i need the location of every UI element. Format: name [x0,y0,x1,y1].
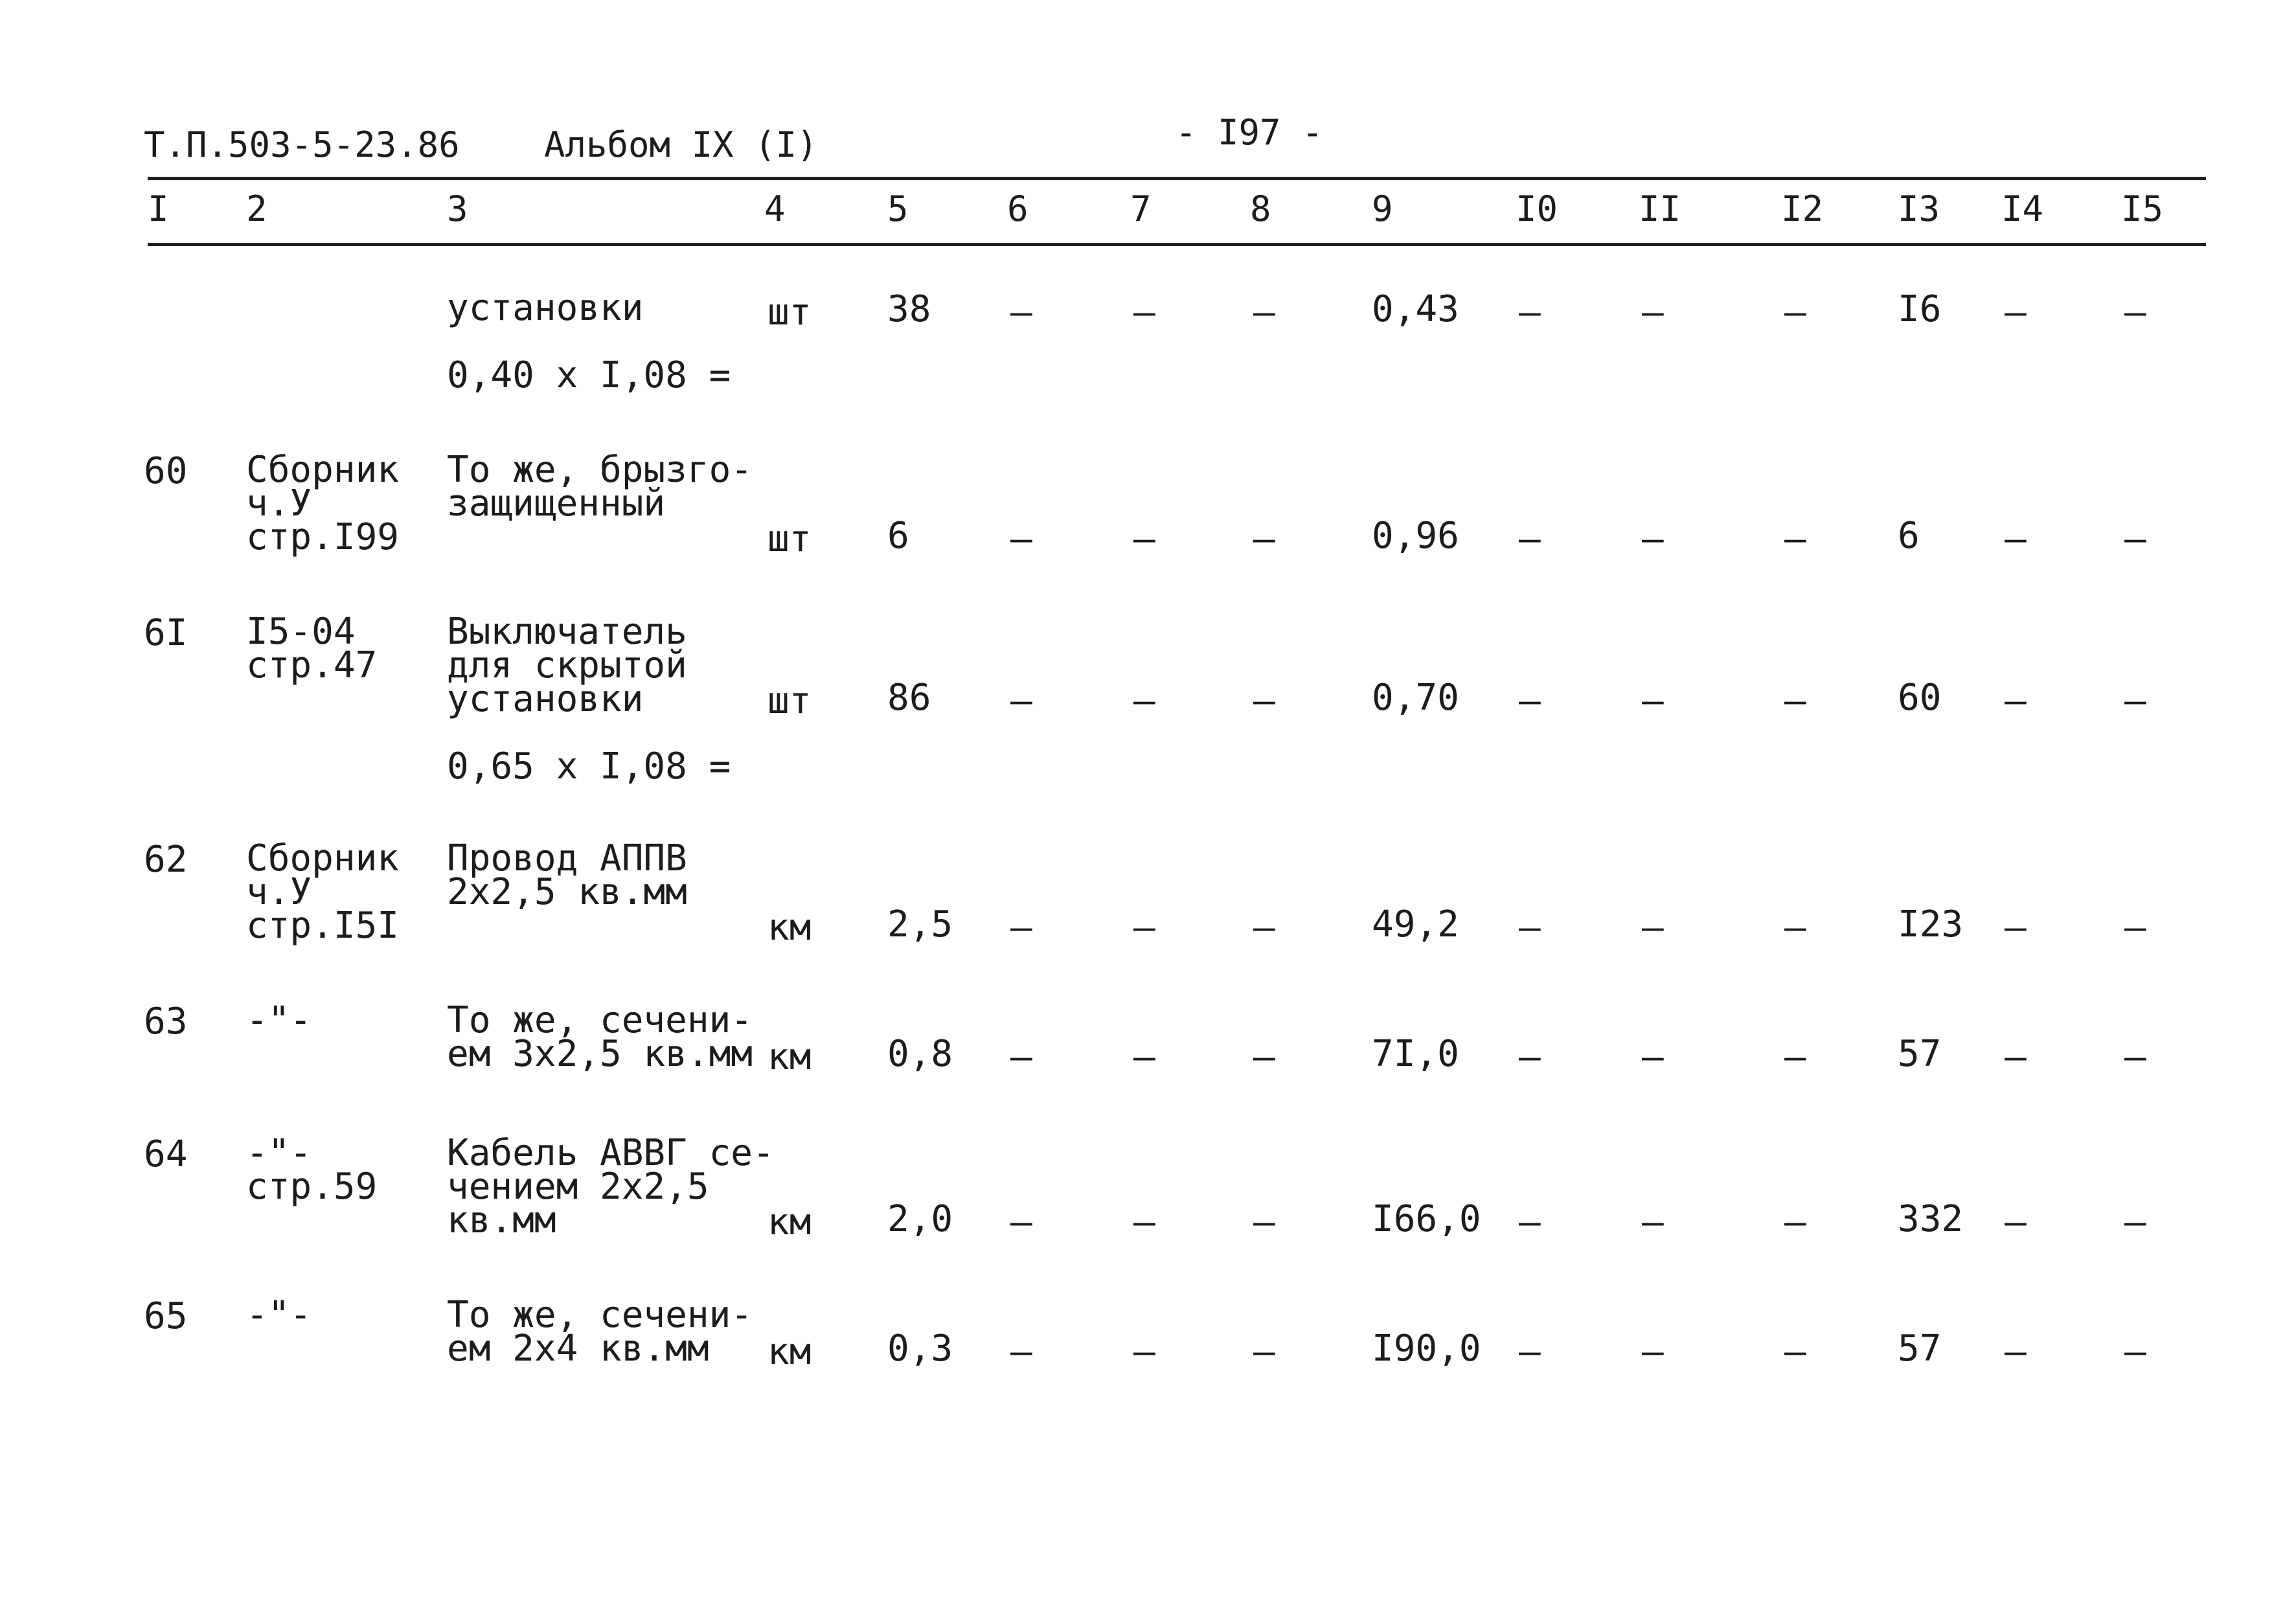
cell-col15: – [2124,1036,2146,1078]
col-header-5: 5 [887,188,909,229]
cell-row-number: 65 [144,1295,188,1337]
col-header-3: 3 [447,188,468,229]
cell-quantity: 2,0 [887,1198,953,1240]
cell-description: То же, сечени- ем 3х2,5 кв.мм [447,999,753,1075]
cell-quantity: 0,8 [887,1033,953,1075]
album-label: Альбом IX (I) [544,124,818,165]
header-rule-top [148,177,2206,180]
document-code: Т.П.503-5-23.86 [144,124,460,165]
cell-quantity: 0,3 [887,1328,953,1370]
cell-description: Провод АППВ 2х2,5 кв.мм [447,837,687,913]
cell-col15: – [2124,291,2146,334]
cell-col7: – [1133,907,1155,949]
page-number: - I97 - [1176,112,1323,153]
cell-unit: шт [767,518,812,560]
cell-col6: – [1010,1331,1032,1373]
cell-col15: – [2124,518,2146,560]
cell-col14: – [2005,291,2027,334]
cell-col7: – [1133,518,1155,560]
cell-col7: – [1133,1036,1155,1078]
cell-col14: – [2005,680,2027,722]
header-rule-bottom [148,243,2206,246]
cell-col12: – [1784,1331,1806,1373]
cell-row-number: 62 [144,839,188,881]
cell-col9: 49,2 [1372,903,1459,945]
cell-quantity: 6 [887,515,909,557]
cell-col11: – [1642,1201,1664,1243]
cell-col9: 7I,0 [1372,1033,1459,1075]
cell-col6: – [1010,907,1032,949]
cell-col6: – [1010,1201,1032,1243]
cell-unit: км [767,1201,812,1243]
cell-col10: – [1519,1036,1541,1078]
col-header-9: 9 [1372,188,1393,229]
cell-col11: – [1642,518,1664,560]
cell-col9: 0,43 [1372,288,1459,330]
cell-col9: 0,70 [1372,677,1459,719]
cell-col15: – [2124,680,2146,722]
col-header-12: I2 [1781,188,1824,229]
col-header-15: I5 [2121,188,2164,229]
cell-col10: – [1519,291,1541,334]
cell-col13: 57 [1898,1328,1942,1370]
cell-unit: км [767,1331,812,1373]
cell-col11: – [1642,291,1664,334]
cell-reference: Сборник ч.У стр.I5I [246,837,400,947]
cell-col12: – [1784,907,1806,949]
col-header-1: I [148,188,169,229]
cell-col14: – [2005,1331,2027,1373]
col-header-14: I4 [2001,188,2044,229]
cell-reference: -"- стр.59 [246,1132,378,1208]
cell-unit: шт [767,291,812,334]
cell-col8: – [1253,291,1275,334]
col-header-4: 4 [764,188,786,229]
col-header-7: 7 [1130,188,1152,229]
cell-col12: – [1784,518,1806,560]
cell-col10: – [1519,518,1541,560]
cell-col7: – [1133,1201,1155,1243]
cell-col10: – [1519,1201,1541,1243]
cell-col8: – [1253,680,1275,722]
cell-col9: I90,0 [1372,1328,1481,1370]
cell-row-number: 6I [144,612,188,654]
cell-col10: – [1519,907,1541,949]
cell-col13: 60 [1898,677,1942,719]
cell-row-number: 60 [144,450,188,492]
cell-description: То же, сечени- ем 2х4 кв.мм [447,1294,753,1370]
cell-col13: 6 [1898,515,1920,557]
cell-reference: I5-04 стр.47 [246,611,378,686]
cell-col11: – [1642,1331,1664,1373]
cell-col10: – [1519,1331,1541,1373]
cell-col8: – [1253,518,1275,560]
cell-col12: – [1784,1201,1806,1243]
cell-col14: – [2005,518,2027,560]
cell-col6: – [1010,518,1032,560]
cell-row-number: 64 [144,1133,188,1175]
cell-reference: Сборник ч.У стр.I99 [246,449,400,558]
cell-col11: – [1642,680,1664,722]
cell-col15: – [2124,1201,2146,1243]
cell-col7: – [1133,1331,1155,1373]
cell-unit: км [767,1036,812,1078]
cell-quantity: 86 [887,677,931,719]
cell-col8: – [1253,907,1275,949]
cell-col9: I66,0 [1372,1198,1481,1240]
cell-unit: шт [767,680,812,722]
cell-col6: – [1010,680,1032,722]
cell-col9: 0,96 [1372,515,1459,557]
cell-col12: – [1784,291,1806,334]
cell-quantity: 2,5 [887,903,953,945]
cell-col14: – [2005,907,2027,949]
col-header-13: I3 [1898,188,1940,229]
cell-col14: – [2005,1036,2027,1078]
cell-col13: 57 [1898,1033,1942,1075]
col-header-11: II [1639,188,1681,229]
cell-reference: -"- [246,999,312,1041]
cell-row-number: 63 [144,1001,188,1043]
cell-col8: – [1253,1036,1275,1078]
col-header-10: I0 [1516,188,1558,229]
cell-description: Кабель АВВГ се- чением 2х2,5 кв.мм [447,1132,775,1241]
cell-col14: – [2005,1201,2027,1243]
cell-col10: – [1519,680,1541,722]
cell-description: установки 0,40 x I,08 = [447,287,731,396]
cell-col13: I23 [1898,903,1964,945]
col-header-8: 8 [1250,188,1271,229]
cell-col7: – [1133,291,1155,334]
cell-quantity: 38 [887,288,931,330]
cell-col12: – [1784,680,1806,722]
cell-col6: – [1010,1036,1032,1078]
cell-description: Выключатель для скрытой установки 0,65 x I,08 = [447,611,731,787]
col-header-2: 2 [246,188,267,229]
cell-col13: I6 [1898,288,1942,330]
cell-col13: 332 [1898,1198,1964,1240]
cell-col12: – [1784,1036,1806,1078]
cell-col8: – [1253,1331,1275,1373]
cell-col15: – [2124,907,2146,949]
cell-unit: км [767,907,812,949]
cell-col8: – [1253,1201,1275,1243]
cell-col11: – [1642,1036,1664,1078]
cell-description: То же, брызго- защищенный [447,449,753,525]
col-header-6: 6 [1007,188,1029,229]
cell-col11: – [1642,907,1664,949]
cell-col7: – [1133,680,1155,722]
cell-col6: – [1010,291,1032,334]
cell-col15: – [2124,1331,2146,1373]
cell-reference: -"- [246,1294,312,1336]
